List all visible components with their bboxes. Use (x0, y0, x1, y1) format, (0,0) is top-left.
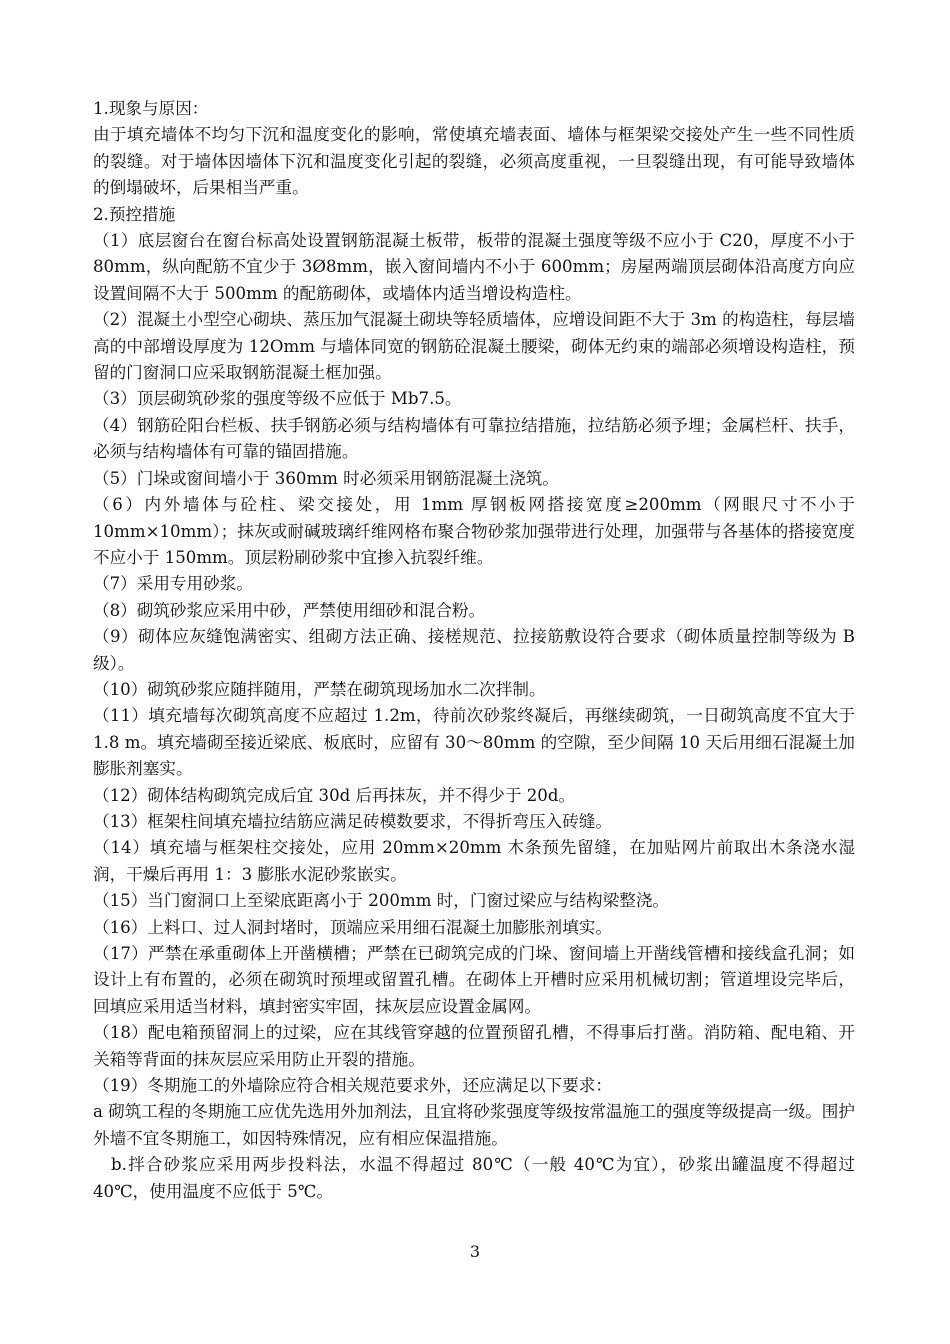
measure-item-7: （7）采用专用砂浆。 (93, 574, 253, 594)
sub-item-b: b.拌合砂浆应采用两步投料法，水温不得超过 80℃（一般 40℃为宜），砂浆出罐温度不得超过 40℃，使用温度不应低于 5℃。 (93, 1155, 855, 1201)
paragraph-cause: 由于填充墙体不均匀下沉和温度变化的影响，常使填充墙表面、墙体与框架梁交接处产生一些不同性质的裂缝。对于墙体因墙体下沉和温度变化引起的裂缝，必须高度重视，一旦裂缝出现，有可能导致墙体的倒塌破坏，后果相当严重。 (93, 125, 855, 198)
measure-item-15: （15）当门窗洞口上至梁底距离小于 200mm 时，门窗过梁应与结构梁整浇。 (93, 891, 670, 911)
heading-measures: 2.预控措施 (93, 204, 176, 224)
measure-item-16: （16）上料口、过人洞封堵时，顶端应采用细石混凝土加膨胀剂填实。 (93, 917, 612, 937)
measure-item-3: （3）顶层砌筑砂浆的强度等级不应低于 Mb7.5。 (93, 389, 462, 409)
measure-item-1: （1）底层窗台在窗台标高处设置钢筋混凝土板带，板带的混凝土强度等级不应小于 C20，厚度不小于 80mm，纵向配筋不宜少于 3Ø8mm，嵌入窗间墙内不小于 600mm；房屋两端顶层砌体沿高度方向应设置间隔不大于 500mm 的配筋砌体，或墙体内适当增设构造柱。 (93, 231, 855, 303)
measure-item-5: （5）门垛或窗间墙小于 360mm 时必须采用钢筋混凝土浇筑。 (93, 468, 559, 488)
measure-item-19: （19）冬期施工的外墙除应符合相关规范要求外，还应满足以下要求： (93, 1076, 612, 1096)
measure-item-17: （17）严禁在承重砌体上开凿横槽；严禁在已砌筑完成的门垛、窗间墙上开凿线管槽和接线盒孔洞；如设计上有布置的，必须在砌筑时预埋或留置孔槽。在砌体上开槽时应采用机械切割；管道埋设完毕后，回填应采用适当材料，填封密实牢固，抹灰层应设置金属网。 (93, 944, 855, 1016)
measure-item-11: （11）填充墙每次砌筑高度不应超过 1.2m，待前次砂浆终凝后，再继续砌筑，一日砌筑高度不宜大于 1.8 m。填充墙砌至接近梁底、板底时，应留有 30～80mm 的空隙，至少间隔 10 天后用细石混凝土加膨胀剂塞实。 (93, 706, 855, 779)
measure-item-13: （13）框架柱间填充墙拉结筋应满足砖模数要求，不得折弯压入砖缝。 (93, 811, 612, 831)
measure-item-14: （14）填充墙与框架柱交接处，应用 20mm×20mm 木条预先留缝，在加贴网片前取出木条浇水湿润，干燥后再用 1：3 膨胀水泥砂浆嵌实。 (93, 838, 855, 884)
measure-item-4: （4）钢筋砼阳台栏板、扶手钢筋必须与结构墙体有可靠拉结措施，拉结筋必须予埋；金属栏杆、扶手，必须与结构墙体有可靠的锚固措施。 (93, 415, 855, 462)
measure-item-12: （12）砌体结构砌筑完成后宜 30d 后再抹灰，并不得少于 20d。 (93, 785, 576, 805)
measure-item-10: （10）砌筑砂浆应随拌随用，严禁在砌筑现场加水二次拌制。 (93, 679, 546, 699)
measure-item-18: （18）配电箱预留洞上的过梁，应在其线管穿越的位置预留孔槽，不得事后打凿。消防箱、配电箱、开关箱等背面的抹灰层应采用防止开裂的措施。 (93, 1023, 855, 1069)
measure-item-6: （6）内外墙体与砼柱、梁交接处，用 1mm 厚钢板网搭接宽度≥200mm（网眼尺寸不小于 10mm×10mm）；抹灰或耐碱玻璃纤维网格布聚合物砂浆加强带进行处理，加强带与各基体的搭接宽度不应小于 150mm。顶层粉刷砂浆中宜掺入抗裂纤维。 (93, 495, 855, 567)
measure-item-2: （2）混凝土小型空心砌块、蒸压加气混凝土砌块等轻质墙体，应增设间距不大于 3m 的构造柱，每层墙高的中部增设厚度为 12Omm 与墙体同宽的钢筋砼混凝土腰梁，砌体无约束的端部必须增设构造柱，预留的门窗洞口应采取钢筋混凝土框加强。 (93, 310, 855, 383)
measure-item-8: （8）砌筑砂浆应采用中砂，严禁使用细砂和混合粉。 (93, 600, 486, 620)
heading-phenomenon: 1.现象与原因： (93, 99, 209, 118)
sub-item-a: a 砌筑工程的冬期施工应优先选用外加剂法，且宜将砂浆强度等级按常温施工的强度等级提高一级。围护外墙不宜冬期施工，如因特殊情况，应有相应保温措施。 (93, 1102, 855, 1148)
document-body (93, 96, 855, 1205)
page-number: 3 (469, 1242, 481, 1261)
measure-item-9: （9）砌体应灰缝饱满密实、组砌方法正确、接槎规范、拉接筋敷设符合要求（砌体质量控制等级为 B 级）。 (93, 627, 855, 673)
